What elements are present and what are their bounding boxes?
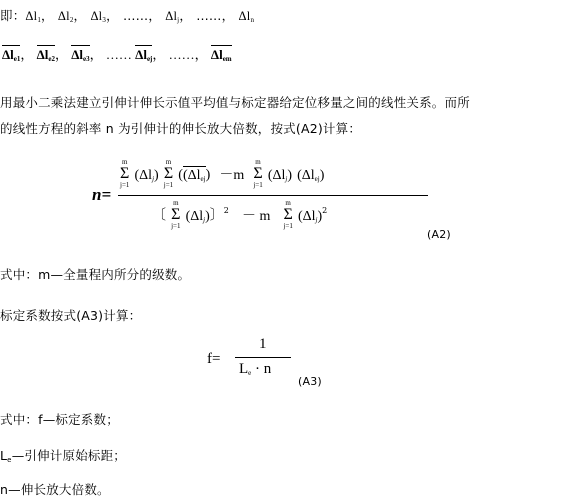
- formula-a2-numerator: m Σ j=1 $(\Delta l_j)$ m Σ j=1 ($(\Delta l_{ej}) -m$ m Σ j=1 $(\Delta l_j)$ $(\Delta l_{ej})$: [120, 158, 325, 189]
- line2-item: $\Delta l_{e3}$: [71, 47, 90, 63]
- sum-symbol: m Σ j=1: [163, 158, 174, 189]
- line1-item: $\Delta l_2$: [57, 9, 74, 24]
- line1-prefix: 即：: [0, 8, 26, 23]
- where-m: 式中：m—全量程内所分的级数。: [0, 267, 191, 282]
- where-le: $L_e—$引伸计原始标距；: [0, 448, 126, 464]
- fraction-line: [235, 357, 291, 358]
- line1-sequence: 即：$\Delta l_1$， $\Delta l_2$， $\Delta l_3$， ……， $\Delta l_j$， ……， $\Delta l_n$: [0, 8, 255, 24]
- line2-ellipsis: ……: [168, 47, 195, 62]
- line1-item: $\Delta l_1$: [25, 9, 42, 24]
- formula-a3-numerator: 1: [259, 336, 267, 352]
- line2-item: $\Delta l_{em}$: [210, 47, 232, 63]
- sum-symbol: m Σ j=1: [283, 199, 293, 230]
- line1-ellipsis: ……: [122, 8, 149, 23]
- formula-a2: [92, 158, 432, 238]
- paragraph-a3: 标定系数按式(A3)计算：: [0, 308, 142, 323]
- paragraph-line: 的线性方程的斜率 n 为引伸计的伸长放大倍数，按式(A2)计算：: [0, 121, 362, 136]
- sum-symbol: m Σ j=1: [120, 158, 130, 189]
- sum-symbol: m Σ j=1: [171, 199, 181, 230]
- line1-ellipsis: ……: [196, 8, 222, 23]
- line2-ellipsis: ……: [105, 47, 132, 62]
- formula-a3-lhs: f=: [207, 351, 221, 367]
- line2-item: $\Delta l_{e2}$: [36, 47, 56, 63]
- equation-label-a2: (A2): [427, 228, 451, 241]
- formula-a2-lhs: n=: [92, 185, 112, 204]
- equation-label-a3: (A3): [298, 375, 322, 388]
- paragraph-line: 用最小二乘法建立引伸计伸长示值平均值与标定器给定位移量之间的线性关系。而所: [0, 95, 470, 110]
- where-f: 式中：f—标定系数；: [0, 412, 119, 427]
- line2-item: $\Delta l_{ej}$: [135, 47, 153, 63]
- fraction-line: [118, 195, 428, 196]
- formula-a2-denominator: 〔 m Σ j=1 $(\Delta l_j)$〕$^2$ － m m Σ j=1 $(\Delta l_j)^2$: [152, 199, 328, 230]
- line2-item: $\Delta l_{e1}$: [2, 47, 21, 63]
- formula-a3-denominator: $L_e \cdot n$: [239, 361, 272, 377]
- line1-item: $\Delta l_j$: [165, 9, 180, 24]
- line1-item: $\Delta l_n$: [238, 9, 255, 24]
- line2-sequence: $\Delta l_{e1}$， $\Delta l_{e2}$， $\Delta l_{e3}$， …… $\Delta l_{ej}$， ……， $\Delta l_{em}$: [2, 47, 232, 63]
- where-n: n—伸长放大倍数。: [0, 482, 110, 497]
- line1-item: $\Delta l_3$: [90, 9, 107, 24]
- sum-symbol: m Σ j=1: [253, 158, 263, 189]
